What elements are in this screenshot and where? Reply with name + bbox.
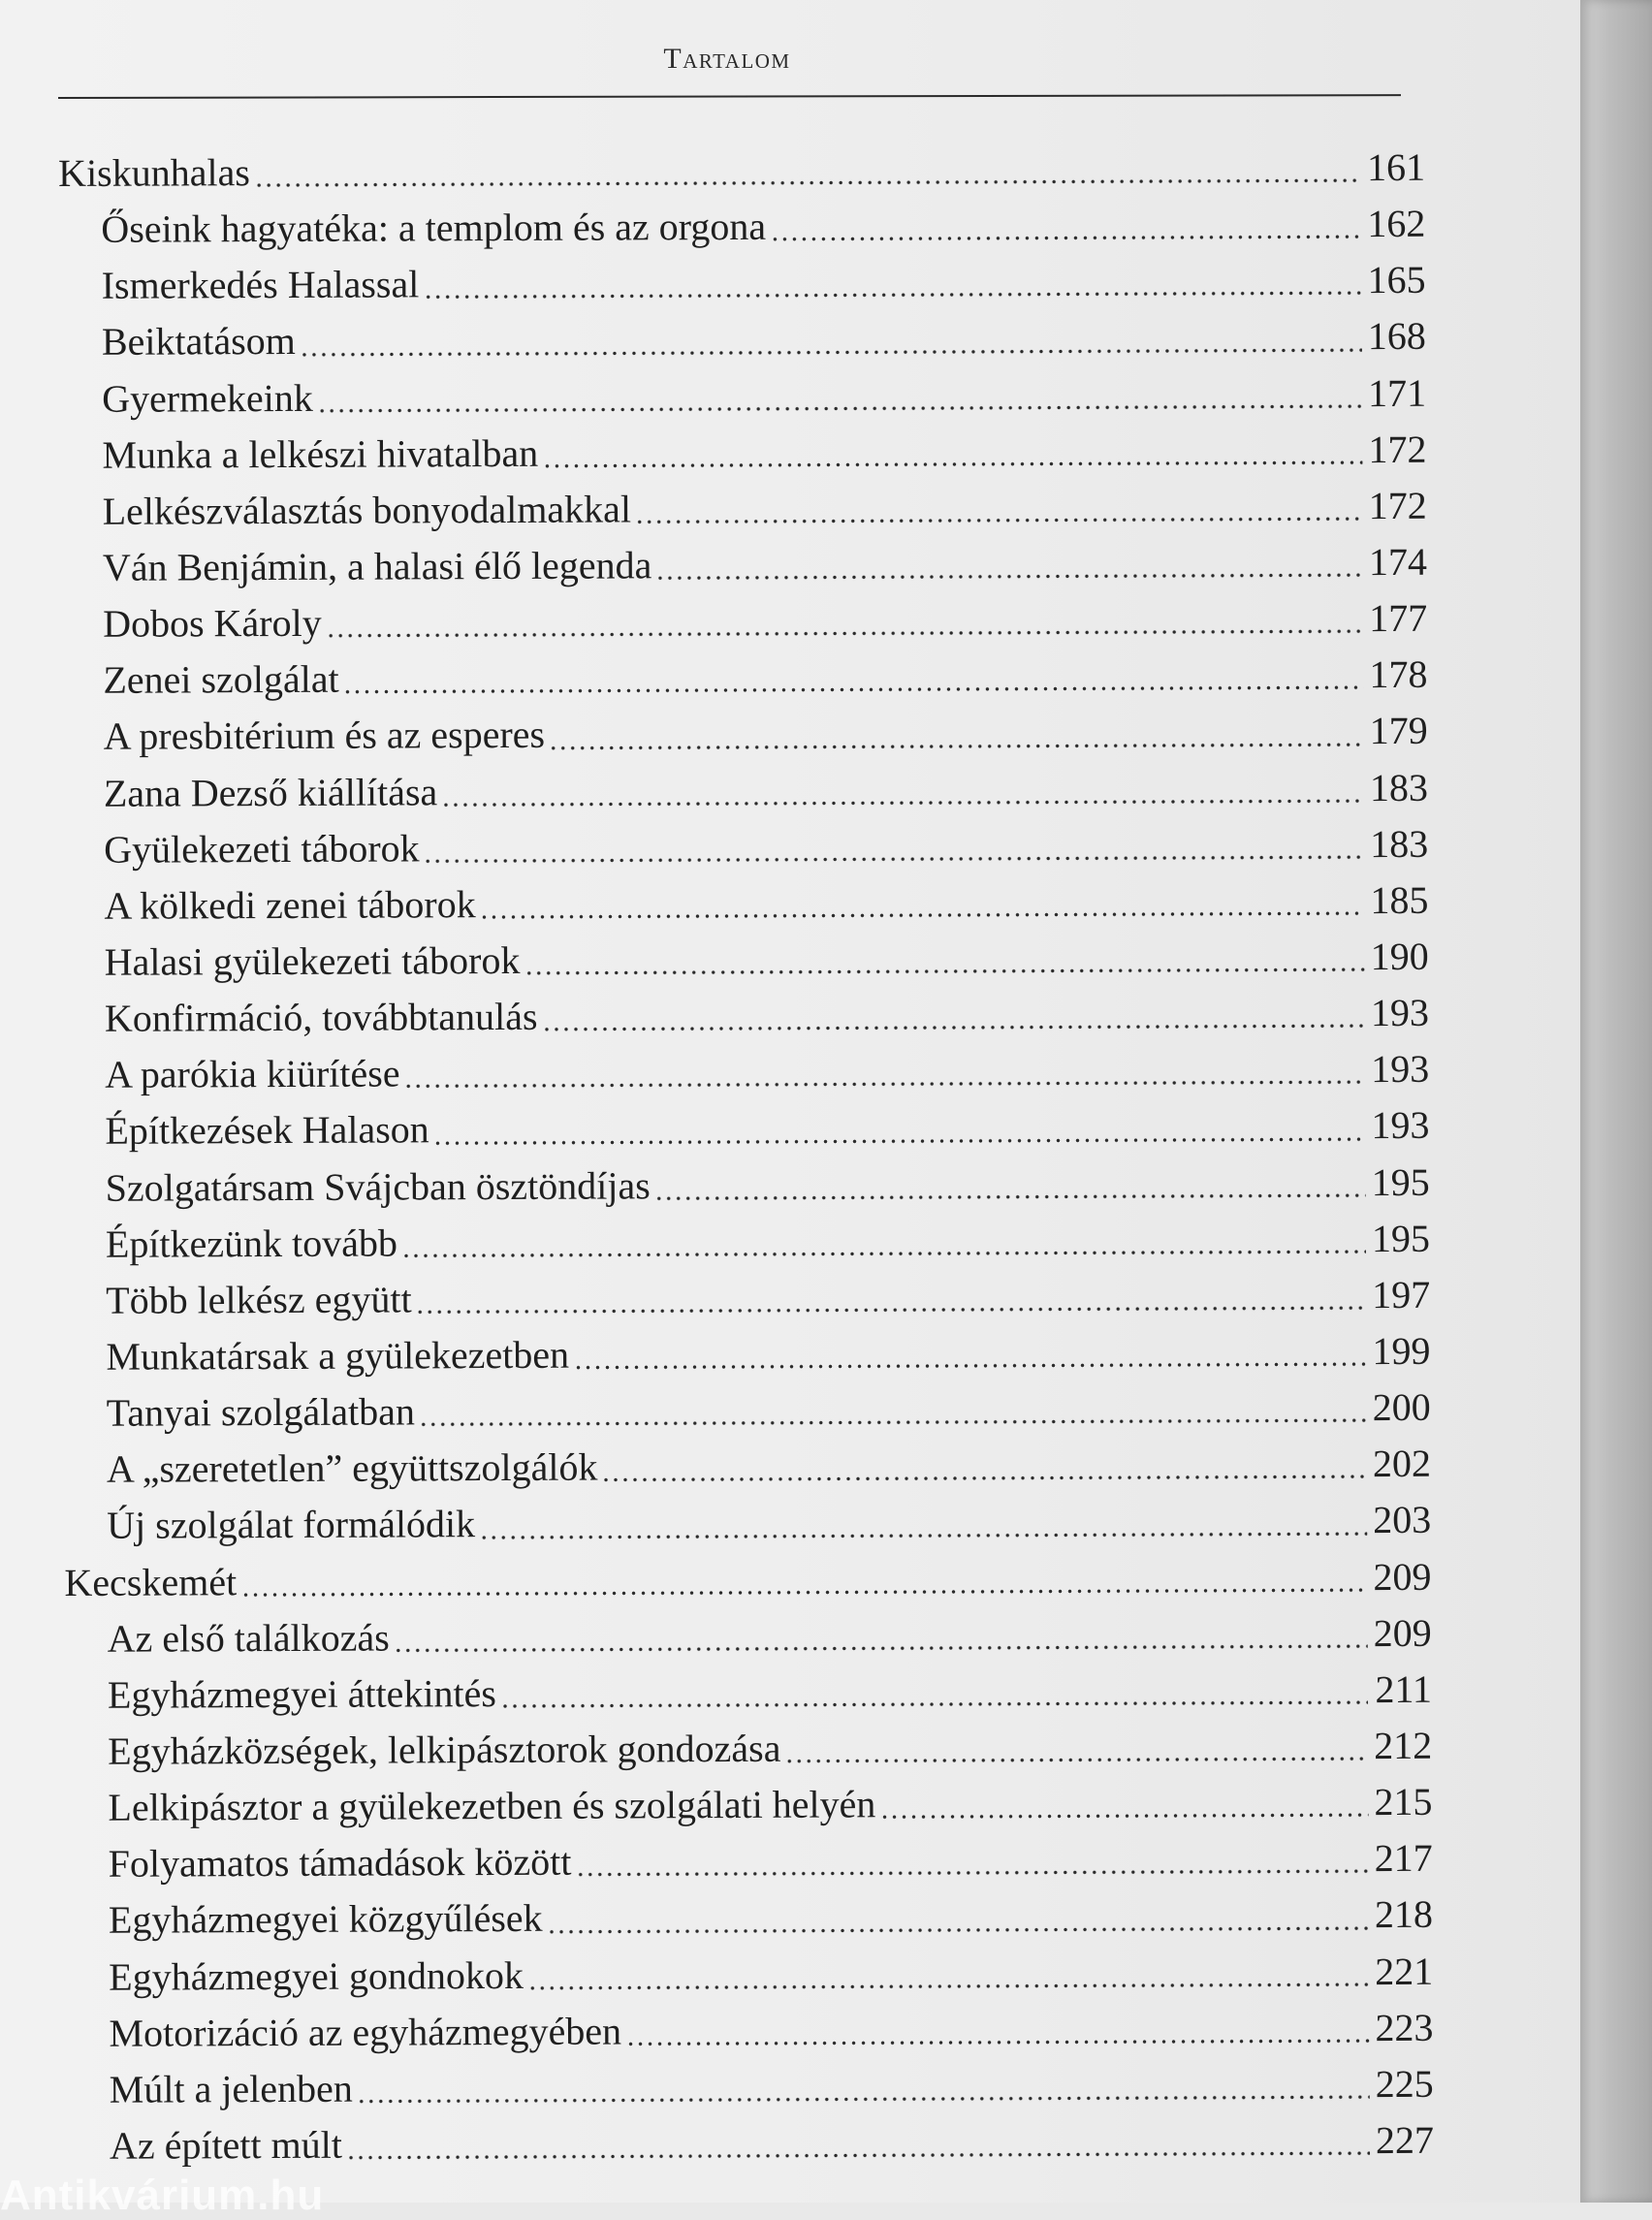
toc-dot-leader [655, 540, 1363, 582]
toc-entry-title: Egyházmegyei áttekintés [107, 1670, 497, 1717]
toc-entry-title: Építkezések Halason [105, 1107, 429, 1154]
toc-entry [60, 590, 1427, 652]
running-head [0, 43, 1454, 76]
toc-dot-leader [433, 1104, 1366, 1147]
toc-entry-title: A kölkedi zenei táborok [104, 881, 476, 928]
watermark: Antikvárium.hu [0, 2172, 325, 2219]
toc-entry-title: Új szolgálat formálódik [107, 1502, 476, 1548]
toc-entry-title: Motorizáció az egyházmegyében [109, 2009, 622, 2055]
toc-dot-leader [416, 1273, 1367, 1316]
toc-entry-title: Az első találkozás [107, 1615, 390, 1661]
toc-entry [65, 1774, 1432, 1836]
toc-dot-leader [770, 202, 1361, 243]
toc-dot-leader [317, 371, 1362, 415]
toc-entry-page-number: 193 [1371, 1103, 1430, 1148]
toc-entry-page-number: 172 [1368, 483, 1427, 527]
toc-entry [66, 1943, 1433, 2005]
toc-entry-page-number: 183 [1369, 765, 1428, 809]
toc-dot-leader [240, 1555, 1367, 1599]
table-of-contents [58, 140, 1434, 2174]
toc-entry-page-number: 161 [1367, 144, 1426, 190]
toc-entry [59, 422, 1426, 484]
toc-entry [65, 1604, 1432, 1666]
toc-entry [63, 1267, 1430, 1329]
toc-entry-page-number: 179 [1369, 709, 1428, 753]
toc-entry-title: Folyamatos támadások között [108, 1839, 572, 1887]
toc-entry-title: Gyülekezeti táborok [104, 826, 420, 872]
toc-entry [60, 647, 1427, 709]
toc-entry [59, 252, 1426, 314]
toc-entry-page-number: 199 [1372, 1328, 1431, 1374]
toc-entry [64, 1436, 1431, 1498]
toc-section-entry [58, 140, 1425, 202]
toc-entry [66, 1887, 1433, 1949]
toc-entry-page-number: 200 [1372, 1384, 1431, 1430]
toc-entry-title: Építkezünk tovább [105, 1221, 398, 1266]
toc-entry [61, 703, 1428, 765]
toc-entry-page-number: 212 [1374, 1723, 1433, 1768]
toc-entry-page-number: 168 [1367, 314, 1426, 359]
toc-dot-leader [403, 1048, 1365, 1091]
toc-entry-page-number: 197 [1372, 1272, 1431, 1316]
toc-entry-page-number: 209 [1373, 1610, 1432, 1655]
toc-entry-title: Zenei szolgálat [103, 657, 339, 703]
toc-entry [62, 985, 1429, 1047]
toc-entry-title: Dobos Károly [103, 600, 322, 646]
toc-entry [63, 1154, 1430, 1216]
toc-entry-title: Konfirmáció, továbbtanulás [104, 994, 538, 1040]
toc-entry-title: A „szeretetlen” együttszolgálók [106, 1444, 598, 1492]
toc-dot-leader [573, 1329, 1367, 1372]
toc-entry [62, 1097, 1429, 1159]
toc-dot-leader [300, 315, 1362, 359]
toc-entry-title: Zana Dezső kiállítása [103, 769, 438, 815]
toc-dot-leader [424, 822, 1365, 865]
toc-entry-page-number: 223 [1375, 2005, 1434, 2049]
toc-dot-leader [423, 259, 1362, 301]
toc-dot-leader [784, 1724, 1368, 1765]
toc-dot-leader [625, 2006, 1370, 2047]
toc-entry-page-number: 218 [1374, 1892, 1434, 1937]
toc-dot-leader [479, 1499, 1367, 1541]
page-edge-shadow [1580, 0, 1652, 2203]
toc-entry-page-number: 177 [1369, 595, 1428, 641]
toc-entry [67, 2112, 1434, 2174]
toc-entry [67, 2056, 1434, 2118]
toc-entry-page-number: 178 [1369, 652, 1428, 697]
toc-entry [61, 816, 1428, 878]
toc-entry-page-number: 202 [1372, 1442, 1432, 1486]
toc-entry-title: Gyermekeink [102, 375, 313, 421]
toc-dot-leader [419, 1385, 1367, 1428]
toc-entry-page-number: 165 [1367, 258, 1426, 302]
toc-entry-page-number: 225 [1375, 2061, 1434, 2106]
toc-entry-page-number: 195 [1371, 1216, 1431, 1260]
running-head-title: Tartalom [663, 43, 791, 75]
toc-entry [64, 1492, 1431, 1554]
toc-entry-page-number: 211 [1375, 1666, 1433, 1711]
toc-entry-page-number: 190 [1370, 934, 1429, 979]
toc-entry-title: Kiskunhalas [58, 150, 250, 195]
toc-entry-title: A presbitérium és az esperes [103, 713, 546, 759]
toc-entry-page-number: 193 [1371, 1047, 1430, 1092]
toc-entry-page-number: 217 [1374, 1836, 1433, 1881]
toc-entry-title: Tanyai szolgálatban [106, 1389, 415, 1435]
toc-entry-title: Halasi gyülekezeti táborok [104, 937, 521, 984]
toc-entry-page-number: 162 [1367, 201, 1426, 246]
toc-entry-page-number: 174 [1368, 539, 1427, 585]
toc-entry-page-number: 171 [1368, 370, 1427, 415]
toc-dot-leader [357, 2062, 1370, 2106]
toc-entry [61, 759, 1428, 821]
toc-entry [64, 1380, 1431, 1442]
toc-dot-leader [401, 1217, 1366, 1259]
toc-entry-title: Több lelkész együtt [106, 1277, 412, 1322]
toc-entry-title: Lelkészválasztás bonyodalmakkal [102, 487, 632, 533]
toc-dot-leader [547, 1893, 1370, 1936]
toc-entry [63, 1323, 1430, 1385]
toc-dot-leader [527, 1950, 1369, 1992]
toc-entry-page-number: 172 [1368, 427, 1427, 471]
toc-entry-page-number: 193 [1370, 990, 1430, 1035]
toc-dot-leader [394, 1611, 1368, 1654]
toc-entry-title: A parókia kiürítése [105, 1051, 400, 1097]
toc-entry [60, 534, 1427, 596]
toc-entry-page-number: 195 [1371, 1159, 1430, 1204]
toc-dot-leader [549, 710, 1364, 752]
toc-entry-title: Az épített múlt [109, 2122, 343, 2168]
toc-dot-leader [575, 1836, 1368, 1879]
toc-entry-title: Lelkipásztor a gyülekezetben és szolgálati helyén [108, 1782, 876, 1829]
toc-entry [66, 1999, 1433, 2061]
toc-dot-leader [480, 878, 1365, 921]
toc-dot-leader [343, 653, 1364, 697]
toc-entry-title: Szolgatársam Svájcban ösztöndíjas [105, 1162, 651, 1210]
toc-entry-title: Munkatársak a gyülekezetben [106, 1332, 570, 1379]
toc-entry [59, 308, 1426, 370]
toc-entry-title: Egyházmegyei közgyűlések [108, 1896, 543, 1943]
toc-entry [60, 478, 1427, 540]
toc-dot-leader [524, 935, 1364, 977]
toc-entry-page-number: 183 [1370, 821, 1429, 866]
toc-entry-page-number: 185 [1370, 877, 1429, 922]
toc-dot-leader [654, 1160, 1366, 1202]
toc-dot-leader [326, 596, 1364, 640]
toc-dot-leader [500, 1667, 1368, 1710]
toc-section-entry [64, 1548, 1431, 1610]
toc-entry-page-number: 227 [1375, 2117, 1435, 2163]
toc-entry-page-number: 209 [1373, 1554, 1432, 1599]
toc-entry [65, 1718, 1432, 1780]
toc-entry-title: Múlt a jelenben [109, 2066, 353, 2111]
toc-entry-title: Egyházmegyei gondnokok [109, 1952, 524, 1999]
toc-entry-title: Egyházközségek, lelkipásztorok gondozása [108, 1726, 781, 1773]
toc-entry-page-number: 221 [1375, 1949, 1434, 1993]
toc-dot-leader [601, 1442, 1367, 1483]
toc-entry-title: Ismerkedés Halassal [101, 262, 420, 308]
toc-dot-leader [346, 2118, 1370, 2162]
toc-entry-page-number: 215 [1374, 1779, 1433, 1824]
toc-entry-title: Beiktatásom [101, 319, 296, 365]
toc-entry-title: Kecskemét [64, 1559, 238, 1604]
toc-dot-leader [441, 766, 1364, 809]
toc-entry [66, 1830, 1433, 1892]
toc-entry-title: Ván Benjámin, a halasi élő legenda [102, 543, 652, 589]
toc-entry [58, 196, 1425, 258]
toc-entry [65, 1662, 1432, 1724]
toc-entry-title: Munka a lelkészi hivatalban [102, 430, 539, 477]
toc-entry [59, 365, 1426, 427]
toc-dot-leader [254, 145, 1361, 189]
toc-entry-page-number: 203 [1373, 1498, 1432, 1542]
toc-entry [62, 929, 1429, 991]
toc-entry-title: Őseink hagyatéka: a templom és az orgona [101, 204, 767, 251]
toc-entry [62, 1041, 1429, 1103]
toc-dot-leader [542, 428, 1362, 470]
toc-dot-leader [541, 991, 1365, 1033]
toc-dot-leader [635, 484, 1363, 525]
toc-entry [61, 872, 1428, 935]
toc-dot-leader [879, 1780, 1368, 1821]
toc-entry [63, 1211, 1430, 1273]
